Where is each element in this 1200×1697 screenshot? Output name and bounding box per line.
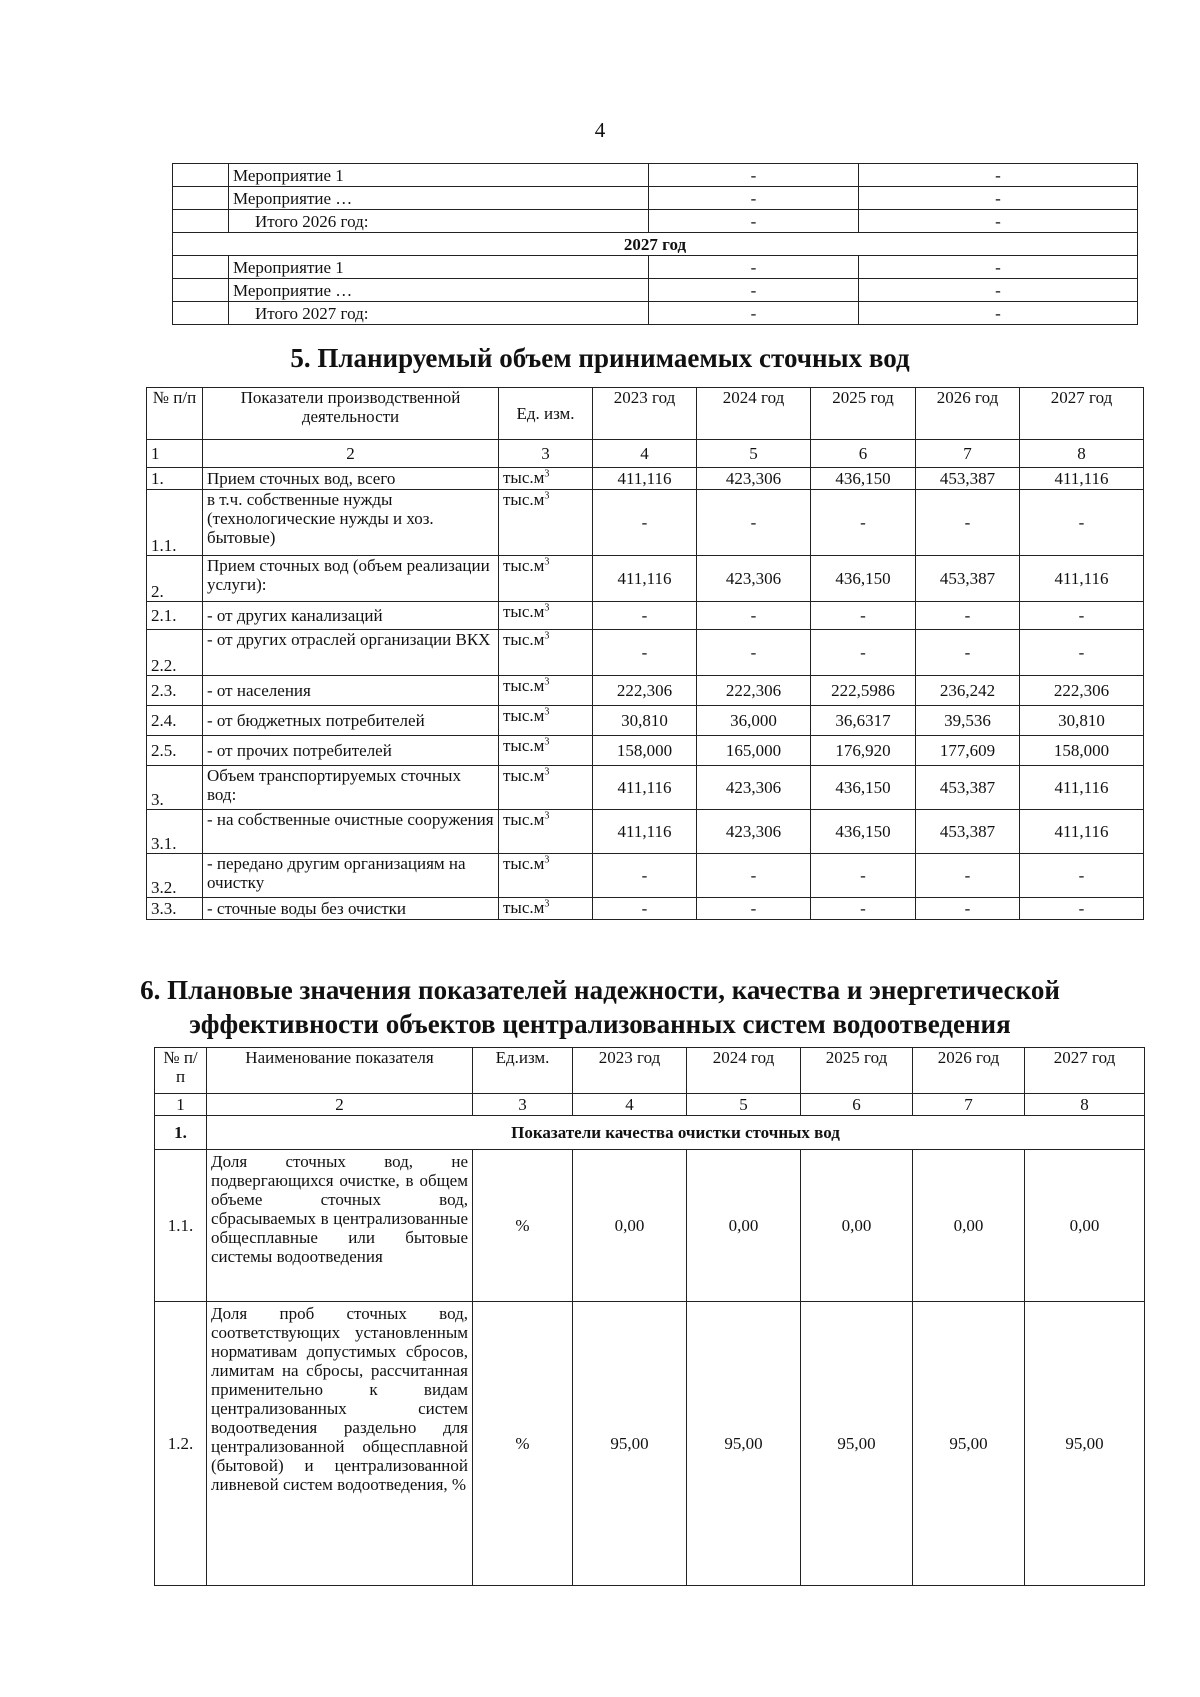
indicator-name: - от населения: [203, 676, 499, 706]
value-cell: -: [916, 630, 1020, 676]
unit-cell: [499, 676, 593, 706]
value-cell: 36,000: [697, 706, 811, 736]
prev-value: -: [859, 210, 1138, 233]
value-cell: 95,00: [573, 1302, 687, 1586]
prev-row: [173, 233, 1138, 256]
indicator-name: - сточные воды без очистки: [203, 898, 499, 920]
prev-item-label: Мероприятие …: [229, 279, 649, 302]
value-cell: 436,150: [811, 468, 916, 490]
prev-value: -: [649, 302, 859, 325]
row-number: 2.1.: [147, 602, 203, 630]
unit-base: тыс.м: [503, 898, 545, 917]
unit-cell: [499, 810, 593, 854]
row-number: 3.2.: [147, 854, 203, 898]
prev-num-cell: [173, 279, 229, 302]
value-cell: 453,387: [916, 810, 1020, 854]
prev-num-cell: [173, 302, 229, 325]
row-number: 3.3.: [147, 898, 203, 920]
s6-colnum: 8: [1025, 1094, 1145, 1116]
indicator-name: Объем транспортируемых сточных вод:: [203, 766, 499, 810]
unit-base: тыс.м: [503, 490, 545, 509]
row-number: 3.1.: [147, 810, 203, 854]
unit-base: тыс.м: [503, 676, 545, 695]
indicator-name: - от бюджетных потребителей: [203, 706, 499, 736]
prev-num-cell: [173, 210, 229, 233]
section5-table: [146, 387, 1144, 920]
value-cell: -: [916, 602, 1020, 630]
s5-header-name: Показатели производственной деятельности: [203, 388, 499, 440]
unit-cell: [499, 556, 593, 602]
unit-cell: [499, 706, 593, 736]
s6-group-num: 1.: [155, 1116, 207, 1150]
table-row: [147, 736, 1144, 766]
s5-colnum: 2: [203, 440, 499, 468]
value-cell: -: [1020, 898, 1144, 920]
value-cell: 39,536: [916, 706, 1020, 736]
value-cell: -: [1020, 490, 1144, 556]
row-number: 1.1.: [155, 1150, 207, 1302]
value-cell: -: [811, 630, 916, 676]
value-cell: 165,000: [697, 736, 811, 766]
row-number: 2.2.: [147, 630, 203, 676]
s5-header-year: 2027 год: [1020, 388, 1144, 440]
indicator-name: Прием сточных вод (объем реализации услуги):: [203, 556, 499, 602]
unit-power: 3: [544, 898, 550, 910]
s6-colnum: 4: [573, 1094, 687, 1116]
unit-cell: [499, 736, 593, 766]
table-row: [147, 468, 1144, 490]
prev-total-label: Итого 2026 год:: [229, 210, 649, 233]
value-cell: 436,150: [811, 766, 916, 810]
value-cell: 236,242: [916, 676, 1020, 706]
s5-header-year: 2025 год: [811, 388, 916, 440]
value-cell: 436,150: [811, 810, 916, 854]
unit-base: тыс.м: [503, 706, 545, 725]
prev-value: -: [859, 279, 1138, 302]
unit-base: тыс.м: [503, 556, 545, 575]
value-cell: -: [1020, 602, 1144, 630]
value-cell: 0,00: [801, 1150, 913, 1302]
value-cell: 0,00: [687, 1150, 801, 1302]
unit-cell: [499, 766, 593, 810]
row-number: 2.3.: [147, 676, 203, 706]
indicator-name: Прием сточных вод, всего: [203, 468, 499, 490]
value-cell: 222,306: [1020, 676, 1144, 706]
value-cell: 411,116: [1020, 556, 1144, 602]
s6-header-num: № п/п: [155, 1048, 207, 1094]
value-cell: -: [811, 854, 916, 898]
s6-colnum: 6: [801, 1094, 913, 1116]
s5-header-year: 2024 год: [697, 388, 811, 440]
s6-header-name: Наименование показателя: [207, 1048, 473, 1094]
prev-value: -: [859, 187, 1138, 210]
unit-base: тыс.м: [503, 602, 545, 621]
prev-row: [173, 210, 1138, 233]
s6-header-year: 2023 год: [573, 1048, 687, 1094]
value-cell: 453,387: [916, 556, 1020, 602]
s6-colnum: 5: [687, 1094, 801, 1116]
value-cell: -: [811, 602, 916, 630]
prev-value: -: [649, 164, 859, 187]
table-row: [155, 1150, 1145, 1302]
unit-base: тыс.м: [503, 854, 545, 873]
s6-colnum: 3: [473, 1094, 573, 1116]
table-row: [147, 490, 1144, 556]
section6-table: [154, 1047, 1145, 1586]
unit-power: 3: [544, 556, 550, 568]
value-cell: -: [593, 490, 697, 556]
s5-colnum: 3: [499, 440, 593, 468]
unit-power: 3: [544, 810, 550, 822]
prev-value: -: [649, 279, 859, 302]
prev-row: [173, 164, 1138, 187]
table-row: [147, 602, 1144, 630]
s5-colnum: 6: [811, 440, 916, 468]
unit-cell: [499, 630, 593, 676]
value-cell: -: [593, 898, 697, 920]
indicator-name: Доля проб сточных вод, соответствующих установленным нормативам допустимых сбросов, лимитам на сбросы, рассчитанная применительно к видам централизованных систем водоотведения раздельно для централизованной общесплавной (бытовой) и централизованной ливневой систем водоотведения, %: [207, 1302, 473, 1586]
value-cell: -: [811, 490, 916, 556]
indicator-name: - от других отраслей организации ВКХ: [203, 630, 499, 676]
indicator-name: - на собственные очистные сооружения: [203, 810, 499, 854]
value-cell: 0,00: [573, 1150, 687, 1302]
s6-header-unit: Ед.изм.: [473, 1048, 573, 1094]
table-row: [147, 810, 1144, 854]
value-cell: 0,00: [913, 1150, 1025, 1302]
indicator-name: Доля сточных вод, не подвергающихся очистке, в общем объеме сточных вод, сбрасываемых в централизованные общесплавные или бытовые системы водоотведения: [207, 1150, 473, 1302]
value-cell: 95,00: [687, 1302, 801, 1586]
unit-cell: %: [473, 1302, 573, 1586]
value-cell: -: [697, 898, 811, 920]
value-cell: -: [593, 602, 697, 630]
s6-colnum: 1: [155, 1094, 207, 1116]
section6-title-line2: эффективности объектов централизованных систем водоотведения: [189, 1009, 1011, 1039]
unit-power: 3: [544, 676, 550, 688]
table-row: [147, 676, 1144, 706]
unit-base: тыс.м: [503, 630, 545, 649]
unit-base: тыс.м: [503, 468, 545, 487]
prev-year-heading: 2027 год: [173, 233, 1138, 256]
unit-power: 3: [544, 706, 550, 718]
prev-row: [173, 302, 1138, 325]
prev-item-label: Мероприятие 1: [229, 256, 649, 279]
unit-power: 3: [544, 602, 550, 614]
prev-row: [173, 279, 1138, 302]
value-cell: 176,920: [811, 736, 916, 766]
indicator-name: - от других канализаций: [203, 602, 499, 630]
value-cell: 95,00: [913, 1302, 1025, 1586]
value-cell: 411,116: [593, 766, 697, 810]
value-cell: 30,810: [593, 706, 697, 736]
table-row: [147, 766, 1144, 810]
prev-row: [173, 256, 1138, 279]
section6-title-line1: 6. Плановые значения показателей надежности, качества и энергетической: [140, 975, 1060, 1005]
s5-colnum: 5: [697, 440, 811, 468]
s6-colnum: 2: [207, 1094, 473, 1116]
unit-power: 3: [544, 736, 550, 748]
table-row: [147, 854, 1144, 898]
unit-cell: [499, 854, 593, 898]
value-cell: 95,00: [1025, 1302, 1145, 1586]
value-cell: -: [593, 630, 697, 676]
page-number: 4: [594, 118, 606, 142]
value-cell: 177,609: [916, 736, 1020, 766]
s5-colnum: 4: [593, 440, 697, 468]
value-cell: 95,00: [801, 1302, 913, 1586]
s5-colnum: 1: [147, 440, 203, 468]
s6-colnum: 7: [913, 1094, 1025, 1116]
value-cell: 36,6317: [811, 706, 916, 736]
value-cell: 436,150: [811, 556, 916, 602]
prev-num-cell: [173, 187, 229, 210]
row-number: 1.2.: [155, 1302, 207, 1586]
value-cell: 158,000: [593, 736, 697, 766]
value-cell: 453,387: [916, 766, 1020, 810]
indicator-name: в т.ч. собственные нужды (технологические нужды и хоз. бытовые): [203, 490, 499, 556]
prev-value: -: [859, 164, 1138, 187]
unit-power: 3: [544, 468, 550, 480]
value-cell: -: [697, 630, 811, 676]
value-cell: 222,306: [593, 676, 697, 706]
row-number: 1.1.: [147, 490, 203, 556]
prev-value: -: [859, 256, 1138, 279]
value-cell: 411,116: [593, 556, 697, 602]
s5-colnum: 7: [916, 440, 1020, 468]
indicator-name: - от прочих потребителей: [203, 736, 499, 766]
value-cell: 423,306: [697, 556, 811, 602]
value-cell: -: [593, 854, 697, 898]
section5-title: 5. Планируемый объем принимаемых сточных вод: [290, 343, 910, 373]
value-cell: 453,387: [916, 468, 1020, 490]
value-cell: 158,000: [1020, 736, 1144, 766]
table-row: [147, 630, 1144, 676]
unit-power: 3: [544, 630, 550, 642]
value-cell: -: [697, 854, 811, 898]
s6-header-year: 2026 год: [913, 1048, 1025, 1094]
value-cell: -: [811, 898, 916, 920]
prev-value: -: [859, 302, 1138, 325]
row-number: 1.: [147, 468, 203, 490]
prev-value: -: [649, 187, 859, 210]
s5-header-unit: Ед. изм.: [499, 388, 593, 440]
row-number: 3.: [147, 766, 203, 810]
value-cell: 30,810: [1020, 706, 1144, 736]
table-row: [147, 898, 1144, 920]
unit-power: 3: [544, 490, 550, 502]
s5-colnum: 8: [1020, 440, 1144, 468]
prev-value: -: [649, 210, 859, 233]
prev-num-cell: [173, 164, 229, 187]
prev-item-label: Мероприятие …: [229, 187, 649, 210]
unit-power: 3: [544, 766, 550, 778]
unit-base: тыс.м: [503, 766, 545, 785]
value-cell: -: [916, 898, 1020, 920]
value-cell: 411,116: [593, 810, 697, 854]
unit-power: 3: [544, 854, 550, 866]
indicator-name: - передано другим организациям на очистку: [203, 854, 499, 898]
s5-header-year: 2026 год: [916, 388, 1020, 440]
value-cell: -: [697, 602, 811, 630]
row-number: 2.: [147, 556, 203, 602]
table-row: [147, 706, 1144, 736]
s6-group-label: Показатели качества очистки сточных вод: [207, 1116, 1145, 1150]
value-cell: 411,116: [1020, 468, 1144, 490]
s5-header-num: № п/п: [147, 388, 203, 440]
unit-base: тыс.м: [503, 736, 545, 755]
unit-cell: %: [473, 1150, 573, 1302]
prev-value: -: [649, 256, 859, 279]
prev-total-label: Итого 2027 год:: [229, 302, 649, 325]
s6-header-year: 2024 год: [687, 1048, 801, 1094]
unit-cell: [499, 468, 593, 490]
value-cell: 423,306: [697, 810, 811, 854]
value-cell: -: [1020, 854, 1144, 898]
prev-num-cell: [173, 256, 229, 279]
value-cell: -: [916, 854, 1020, 898]
value-cell: 0,00: [1025, 1150, 1145, 1302]
table-row: [147, 556, 1144, 602]
value-cell: 423,306: [697, 766, 811, 810]
value-cell: 411,116: [1020, 810, 1144, 854]
previous-table: [172, 163, 1138, 325]
prev-item-label: Мероприятие 1: [229, 164, 649, 187]
unit-cell: [499, 490, 593, 556]
value-cell: -: [916, 490, 1020, 556]
prev-row: [173, 187, 1138, 210]
value-cell: 423,306: [697, 468, 811, 490]
value-cell: 222,5986: [811, 676, 916, 706]
s5-header-year: 2023 год: [593, 388, 697, 440]
unit-cell: [499, 898, 593, 920]
row-number: 2.5.: [147, 736, 203, 766]
value-cell: 222,306: [697, 676, 811, 706]
value-cell: -: [1020, 630, 1144, 676]
value-cell: 411,116: [593, 468, 697, 490]
s6-header-year: 2025 год: [801, 1048, 913, 1094]
value-cell: 411,116: [1020, 766, 1144, 810]
section6-title: [0, 973, 1200, 1041]
row-number: 2.4.: [147, 706, 203, 736]
value-cell: -: [697, 490, 811, 556]
table-row: [155, 1302, 1145, 1586]
unit-base: тыс.м: [503, 810, 545, 829]
unit-cell: [499, 602, 593, 630]
s6-header-year: 2027 год: [1025, 1048, 1145, 1094]
